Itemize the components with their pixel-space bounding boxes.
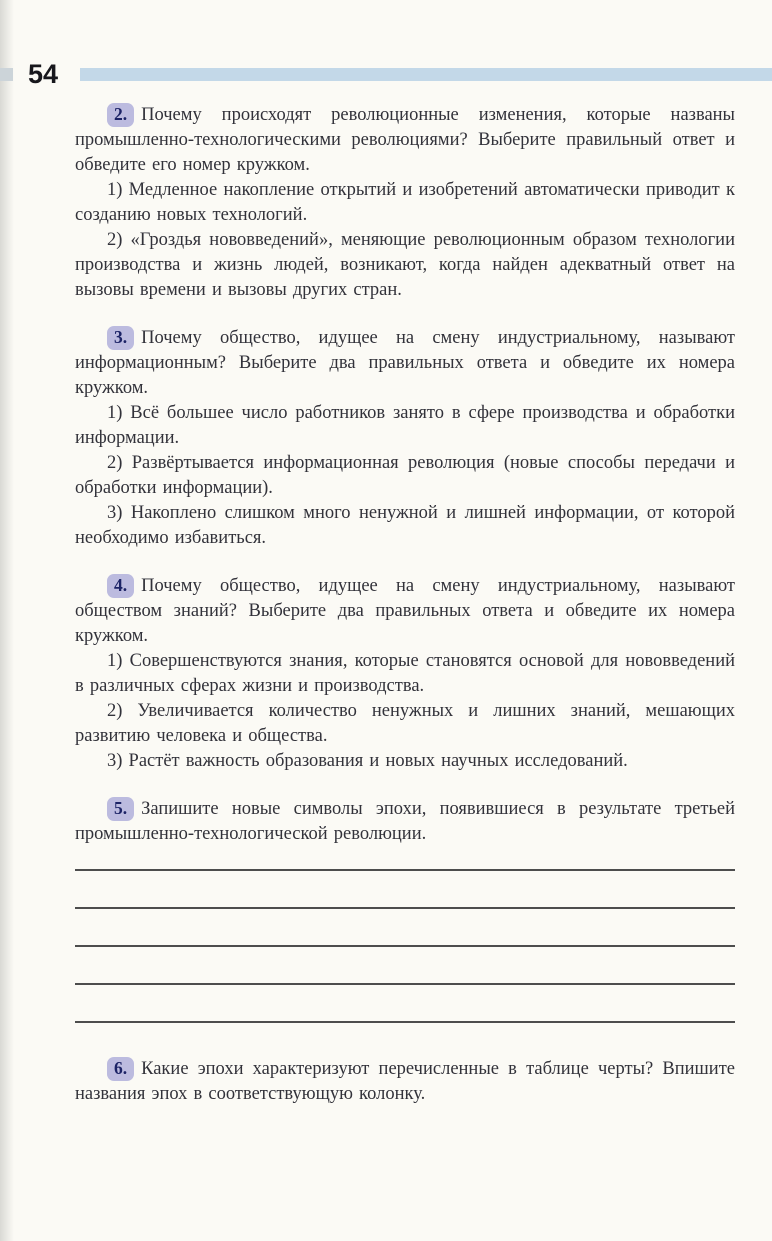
page-number: 54	[28, 59, 59, 89]
question-number-badge: 4.	[107, 574, 134, 598]
question-intro	[75, 797, 735, 847]
header-accent-bar	[80, 68, 772, 81]
question-intro	[75, 326, 735, 401]
answer-line	[75, 907, 735, 909]
option-item: 3) Растёт важность образования и новых научных исследований.	[107, 751, 628, 771]
page-left-shadow	[0, 0, 14, 1241]
answer-line	[75, 983, 735, 985]
option-item: 1) Медленное накопление открытий и изобретений автоматически приводит к созданию новых технологий.	[75, 180, 735, 225]
option-item: 2) Увеличивается количество ненужных и лишних знаний, мешающих развитию человека и общества.	[75, 701, 735, 746]
page-content	[75, 103, 735, 1130]
question-number-badge: 5.	[107, 797, 134, 821]
answer-line	[75, 1021, 735, 1023]
answer-lines	[75, 869, 735, 1023]
option-item: 1) Всё большее число работников занято в сфере производства и обработки информации.	[75, 403, 735, 448]
question-intro-text: Запишите новые символы эпохи, появившиеся в результате третьей промышленно-технологической революции.	[75, 799, 735, 844]
page-edge-mark	[0, 68, 13, 81]
question-6	[75, 1057, 735, 1107]
question-2	[75, 103, 735, 303]
option-item: 2) Развёртывается информационная революция (новые способы передачи и обработки информации).	[75, 453, 735, 498]
option-item: 3) Накоплено слишком много ненужной и лишней информации, от которой необходимо избавиться.	[75, 503, 735, 548]
question-3	[75, 326, 735, 551]
question-5	[75, 797, 735, 1023]
question-number-badge: 3.	[107, 326, 134, 350]
question-number-badge: 6.	[107, 1057, 134, 1081]
answer-line	[75, 945, 735, 947]
question-intro-text: Почему общество, идущее на смену индустриальному, называют обществом знаний? Выберите два правильных ответа и обведите их номера кружком.	[75, 576, 735, 646]
question-intro	[75, 103, 735, 178]
option-item: 2) «Гроздья нововведений», меняющие революционным образом технологии производства и жизнь людей, возникают, когда найден адекватный ответ на вызовы времени и вызовы других стран.	[75, 230, 735, 300]
question-number-badge: 2.	[107, 103, 134, 127]
option-item: 1) Совершенствуются знания, которые становятся основой для нововведений в различных сферах жизни и производства.	[75, 651, 735, 696]
question-4	[75, 574, 735, 774]
answer-line	[75, 869, 735, 871]
page-header	[0, 60, 772, 88]
question-intro-text: Какие эпохи характеризуют перечисленные в таблице черты? Впишите названия эпох в соответствующую колонку.	[75, 1059, 735, 1104]
question-intro-text: Почему происходят революционные изменения, которые названы промышленно-технологическими революциями? Выберите правильный ответ и обведите его номер кружком.	[75, 105, 735, 175]
question-intro	[75, 1057, 735, 1107]
question-intro	[75, 574, 735, 649]
question-intro-text: Почему общество, идущее на смену индустриальному, называют информационным? Выберите два правильных ответа и обведите их номера кружком.	[75, 328, 735, 398]
